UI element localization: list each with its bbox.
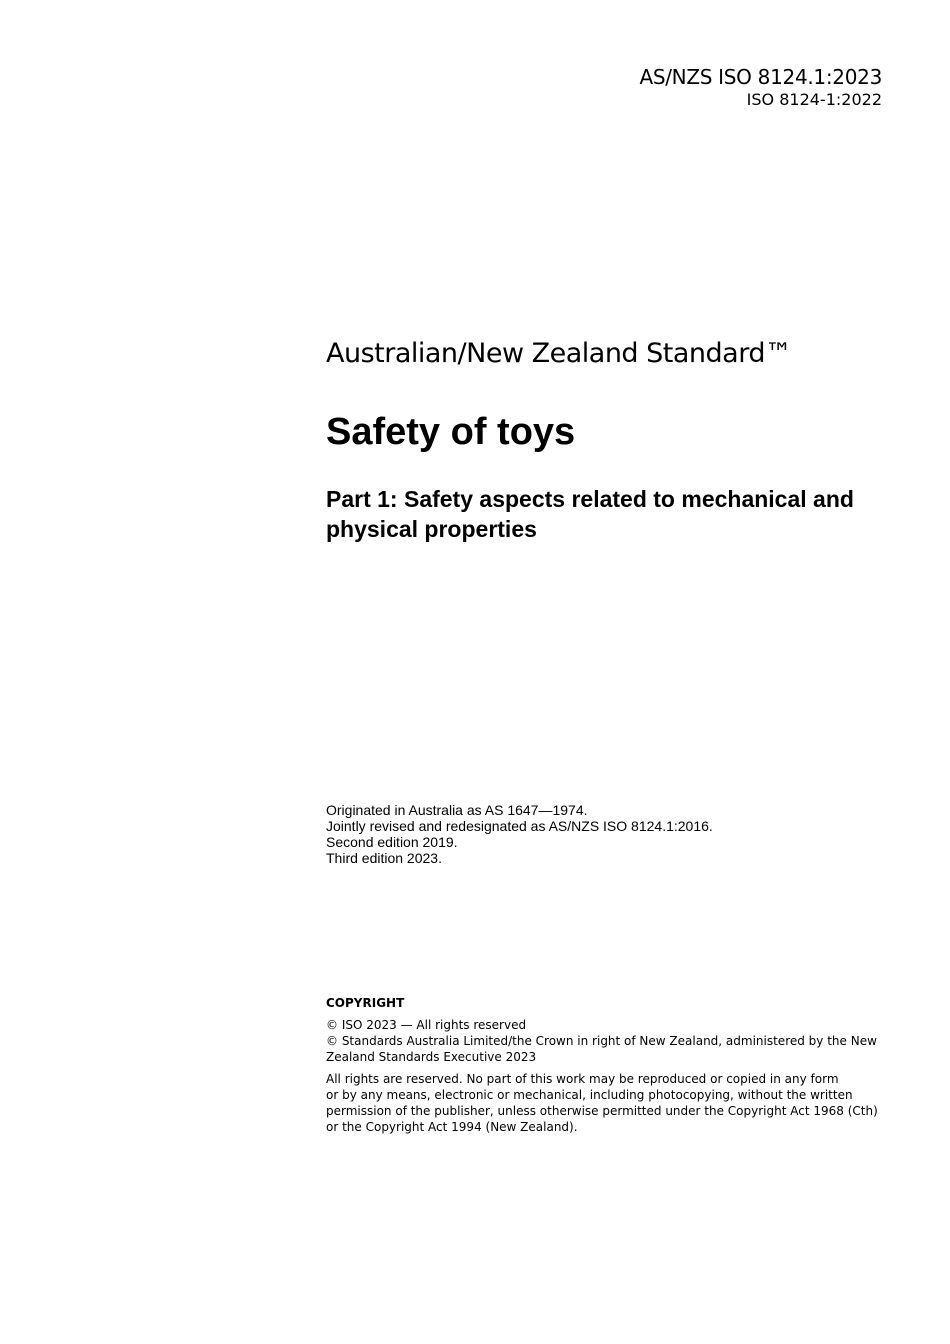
copyright-standards-line-cont: Zealand Standards Executive 2023 [326, 1050, 537, 1064]
copyright-heading: COPYRIGHT [326, 996, 405, 1010]
copyright-section [326, 995, 886, 1135]
as-nzs-designation: AS/NZS ISO 8124.1:2023 [639, 65, 882, 89]
standard-designation [639, 64, 882, 110]
part-title [326, 484, 896, 544]
history-line: Jointly revised and redesignated as AS/NZS ISO 8124.1:2016. [326, 818, 713, 834]
history-line: Third edition 2023. [326, 850, 442, 866]
rights-notice-line: or by any means, electronic or mechanical, including photocopying, without the written [326, 1088, 853, 1102]
part-title-line-2: physical properties [326, 516, 537, 542]
rights-notice-line: or the Copyright Act 1994 (New Zealand). [326, 1120, 578, 1134]
rights-notice [326, 1071, 886, 1135]
title-block [326, 336, 896, 544]
copyright-iso-line: © ISO 2023 — All rights reserved [326, 1018, 527, 1032]
rights-notice-line: permission of the publisher, unless otherwise permitted under the Copyright Act 1968 (Cth) [326, 1104, 878, 1118]
iso-designation: ISO 8124-1:2022 [746, 90, 882, 109]
rights-notice-line: All rights are reserved. No part of this work may be reproduced or copied in any form [326, 1072, 839, 1086]
part-title-line-1: Part 1: Safety aspects related to mechanical and [326, 486, 854, 512]
history-line: Second edition 2019. [326, 834, 458, 850]
document-title: Safety of toys [326, 411, 576, 453]
copyright-standards-line: © Standards Australia Limited/the Crown in right of New Zealand, administered by the New [326, 1034, 877, 1048]
standard-label: Australian/New Zealand Standard™ [326, 338, 792, 369]
history-line: Originated in Australia as AS 1647—1974. [326, 802, 588, 818]
edition-history [326, 802, 713, 866]
